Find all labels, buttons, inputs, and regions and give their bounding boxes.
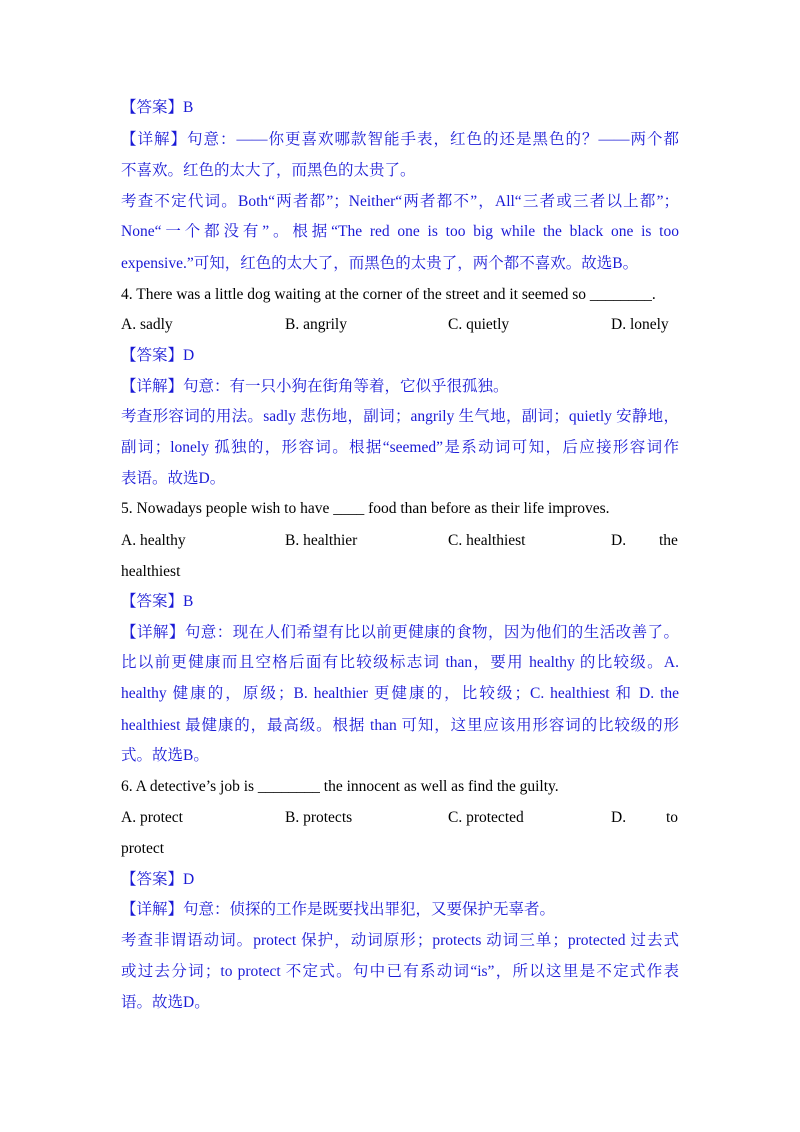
- q5-detail-line-3: healthy 健康的，原级；B. healthier 更健康的，比较级；C. healthiest 和 D. the: [121, 685, 679, 702]
- q4-detail-line-4: 表语。故选D。: [121, 470, 226, 487]
- q5-answer: 【答案】B: [121, 593, 194, 610]
- q6-detail-line-3: 或过去分词；to protect 不定式。句中已有系动词“is”，所以这里是不定式作表: [121, 963, 679, 980]
- q5-option-b: B. healthier: [285, 532, 358, 549]
- q5-detail-line-4: healthiest 最健康的，最高级。根据 than 可知，这里应该用形容词的比较级的形: [121, 717, 679, 734]
- q4-option-b: B. angrily: [285, 316, 347, 333]
- q6-option-d-label: D.: [611, 809, 627, 826]
- q6-option-a: A. protect: [121, 809, 183, 826]
- q3-answer: 【答案】B: [121, 99, 194, 116]
- q6-detail-line-2: 考查非谓语动词。protect 保护，动词原形；protects 动词三单；protected 过去式: [121, 932, 679, 949]
- q4-detail-line-1: 【详解】句意：有一只小狗在街角等着，它似乎很孤独。: [121, 378, 509, 395]
- q6-option-d-wrap: protect: [121, 840, 165, 857]
- q4-option-c: C. quietly: [448, 316, 510, 333]
- q6-detail-line-4: 语。故选D。: [121, 994, 210, 1011]
- q4-option-a: A. sadly: [121, 316, 173, 333]
- q4-detail-line-2: 考查形容词的用法。sadly 悲伤地，副词；angrily 生气地，副词；quietly 安静地，: [121, 408, 679, 425]
- q5-option-d-text: the: [659, 532, 678, 549]
- q5-detail-line-1: 【详解】句意：现在人们希望有比以前更健康的食物，因为他们的生活改善了。: [121, 624, 679, 641]
- q6-answer: 【答案】D: [121, 871, 195, 888]
- q5-option-a: A. healthy: [121, 532, 186, 549]
- q3-detail-line-3: 考查不定代词。Both“两者都”；Neither“两者都不”，All“三者或三者以上都”；: [121, 193, 679, 210]
- q3-detail-line-5: expensive.”可知，红色的太大了，而黑色的太贵了，两个都不喜欢。故选B。: [121, 255, 639, 272]
- q4-option-d: D. lonely: [611, 316, 669, 333]
- q3-detail-line-2: 不喜欢。红色的太大了，而黑色的太贵了。: [121, 162, 416, 179]
- q5-option-c: C. healthiest: [448, 532, 526, 549]
- q6-option-c: C. protected: [448, 809, 524, 826]
- q5-stem: 5. Nowadays people wish to have ____ food than before as their life improves.: [121, 500, 610, 517]
- q5-detail-line-2: 比以前更健康而且空格后面有比较级标志词 than，要用 healthy 的比较级。A.: [121, 654, 679, 671]
- q4-detail-line-3: 副词；lonely 孤独的，形容词。根据“seemed”是系动词可知，后应接形容词作: [121, 439, 679, 456]
- q6-detail-line-1: 【详解】句意：侦探的工作是既要找出罪犯，又要保护无辜者。: [121, 901, 556, 918]
- q5-detail-line-5: 式。故选B。: [121, 747, 209, 764]
- q6-option-d-text: to: [666, 809, 679, 826]
- q6-stem: 6. A detective’s job is ________ the innocent as well as find the guilty.: [121, 778, 559, 795]
- q4-answer: 【答案】D: [121, 347, 195, 364]
- q3-detail-line-1: 【详解】句意：——你更喜欢哪款智能手表，红色的还是黑色的？——两个都: [121, 131, 679, 148]
- q6-option-b: B. protects: [285, 809, 353, 826]
- q5-option-d-label: D.: [611, 532, 627, 549]
- q4-stem: 4. There was a little dog waiting at the corner of the street and it seemed so ________.: [121, 286, 656, 303]
- q5-option-d-wrap: healthiest: [121, 563, 181, 580]
- q3-detail-line-4: None“一个都没有”。根据“The red one is too big while the black one is too: [121, 223, 679, 240]
